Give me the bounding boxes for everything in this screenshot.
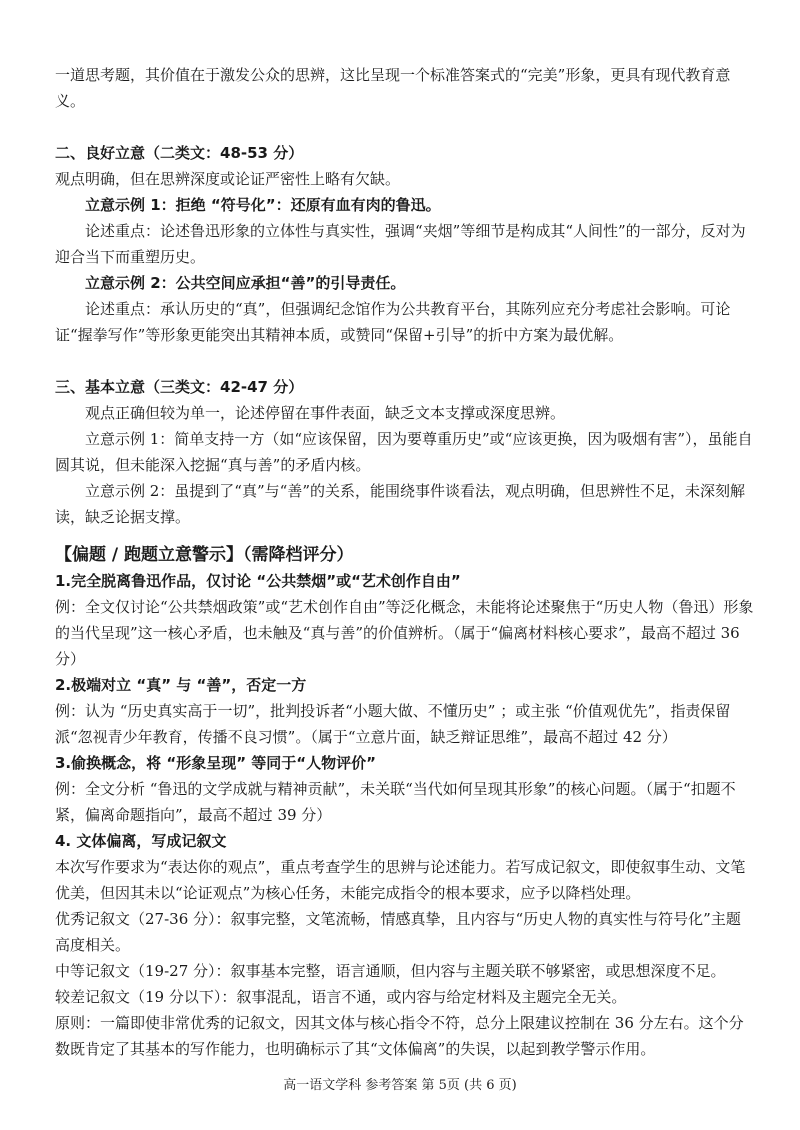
section3-desc: 观点正确但较为单一，论述停留在事件表面，缺乏文本支撑或深度思辨。 [85,404,566,422]
intro-paragraph: 一道思考题，其价值在于激发公众的思辨，这比呈现一个标准答案式的“完美”形象，更具有现代教育意义。 [55,66,731,110]
warning-title: 【偏题 / 跑题立意警示】（需降档评分） [55,545,354,565]
section2-desc: 观点明确，但在思辨深度或论证严密性上略有欠缺。 [55,170,401,188]
section3-example1: 立意示例 1：简单支持一方（如“应该保留，因为要尊重历史”或“应该更换，因为吸烟有害”），虽能自圆其说，但未能深入挖掘“真与善”的矛盾内核。 [55,430,753,474]
warning-item3-title: 3.偷换概念，将 “形象呈现” 等同于“人物评价” [55,754,377,772]
spacer [55,114,755,140]
section3-example2: 立意示例 2：虽提到了“真”与“善”的关系，能围绕事件谈看法，观点明确，但思辨性不足，未深刻解读，缺乏论据支撑。 [55,482,745,526]
warning-item4-para3: 中等记叙文（19-27 分）：叙事基本完整，语言通顺，但内容与主题关联不够紧密，或思想深度不足。 [55,962,726,980]
warning-item4-para1: 本次写作要求为“表达你的观点”，重点考查学生的思辨与论述能力。若写成记叙文，即使叙事生动、文笔优美，但因其未以“论证观点”为核心任务，未能完成指令的根本要求，应予以降档处理。 [55,858,746,902]
warning-item4-para5: 原则：一篇即使非常优秀的记叙文，因其文体与核心指令不符，总分上限建议控制在 36 分左右。这个分数既肯定了其基本的写作能力，也明确标示了其“文体偏离”的失误，以起到教学警示作用。 [55,1014,744,1058]
warning-item4-title: 4. 文体偏离，写成记叙文 [55,832,227,850]
section2-title: 二、良好立意（二类文：48-53 分） [55,144,304,162]
warning-item4-para4: 较差记叙文（19 分以下）：叙事混乱，语言不通，或内容与给定材料及主题完全无关。 [55,988,627,1006]
spacer [55,348,755,374]
spacer [55,530,755,542]
warning-item1-text: 例：全文仅讨论“公共禁烟政策”或“艺术创作自由”等泛化概念，未能将论述聚焦于“历史人物（鲁迅）形象的当代呈现”这一核心矛盾，也未触及“真与善”的价值辨析。（属于“偏离材料核心要求”，最高不超过 36 分） [55,598,754,668]
section2-example2-title: 立意示例 2：公共空间应承担“善”的引导责任。 [85,274,406,292]
section3-title: 三、基本立意（三类文：42-47 分） [55,378,304,396]
warning-item2-text: 例：认为 “历史真实高于一切”，批判投诉者“小题大做、不懂历史” ；或主张 “价值观优先”，指责保留派“忽视青少年教育，传播不良习惯”。（属于“立意片面，缺乏辩证思维”，最高不超过 42 分） [55,702,731,746]
warning-item1-title: 1.完全脱离鲁迅作品，仅讨论 “公共禁烟”或“艺术创作自由” [55,572,461,590]
warning-item4-para2: 优秀记叙文（27-36 分）：叙事完整，文笔流畅，情感真挚，且内容与“历史人物的真实性与符号化”主题高度相关。 [55,910,741,954]
section2-example1-title: 立意示例 1：拒绝 “符号化”：还原有血有肉的鲁迅。 [85,196,441,214]
warning-item3-text: 例：全文分析 “鲁迅的文学成就与精神贡献”，未关联“当代如何呈现其形象”的核心问题。（属于“扣题不紧，偏离命题指向”，最高不超过 39 分） [55,780,736,824]
section2-example1-text: 论述重点：论述鲁迅形象的立体性与真实性，强调“夹烟”等细节是构成其“人间性”的一部分，反对为迎合当下而重塑历史。 [55,222,746,266]
document-page [55,62,755,1062]
section2-example2-text: 论述重点：承认历史的“真”，但强调纪念馆作为公共教育平台，其陈列应充分考虑社会影响。可论证“握拳写作”等形象更能突出其精神本质，或赞同“保留+引导”的折中方案为最优解。 [55,300,731,344]
page-footer: 高一语文学科 参考答案 第 5页 (共 6 页) [283,1078,517,1093]
warning-item2-title: 2.极端对立 “真” 与 “善”，否定一方 [55,676,307,694]
